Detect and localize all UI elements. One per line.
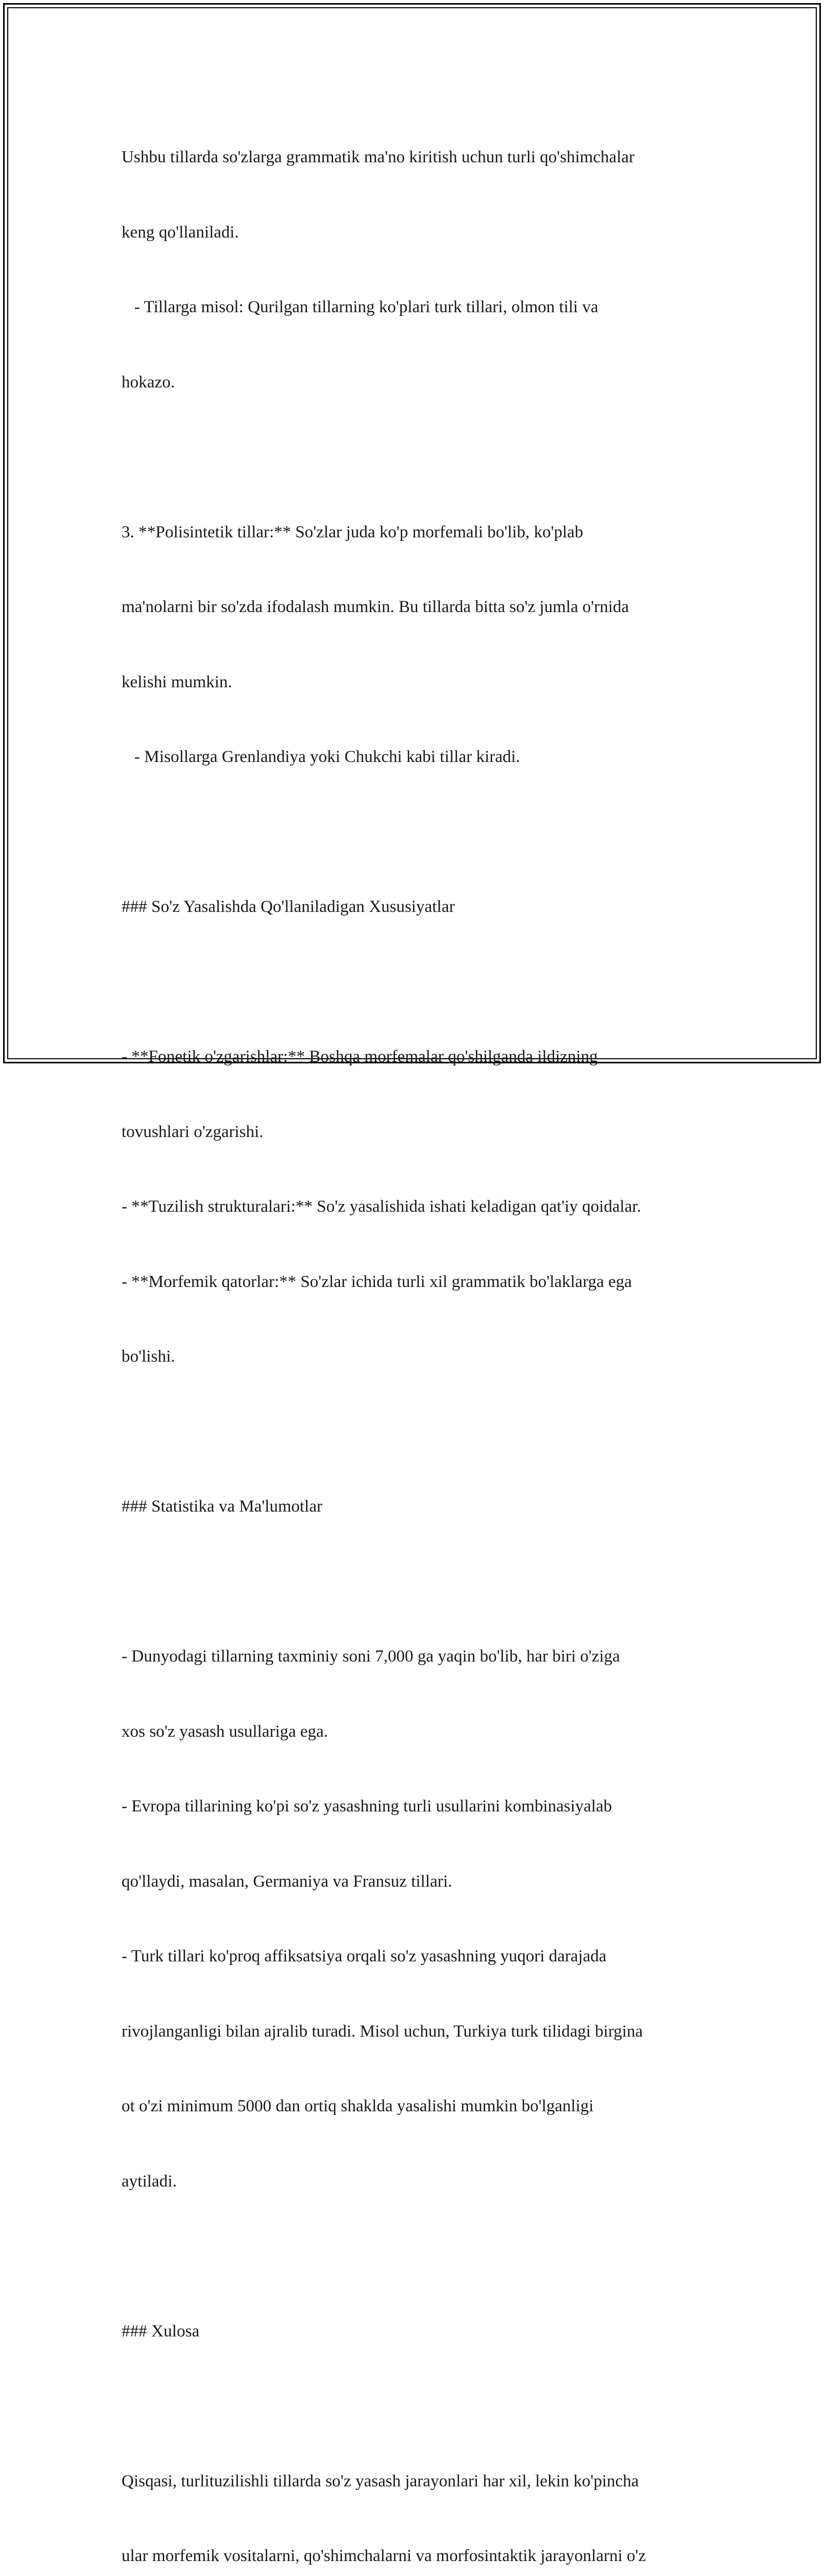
text-line: xos so'z yasash usullariga ega. — [122, 1722, 328, 1741]
list-item-text: - Evropa tillarining ko'pi so'z yasashning turli usullarini kombinasiyalab — [122, 1797, 612, 1816]
blank-line — [122, 2244, 709, 2269]
text-line: aytiladi. — [122, 2172, 177, 2191]
text-line: hokazo. — [122, 372, 175, 392]
numbered-item-text: 3. **Polisintetik tillar:** So'zlar juda ko'p morfemali bo'lib, ko'plab — [122, 522, 583, 541]
section-heading: ### So'z Yasalishda Qo'llaniladigan Xususiyatlar — [122, 897, 455, 916]
text-line: ular morfemik vositalarni, qo'shimchalarni va morfosintaktik jarayonlarni o'z — [122, 2547, 646, 2565]
list-item-text: - Misollarga Grenlandiya yoki Chukchi kabi tillar kiradi. — [122, 748, 520, 766]
list-item-text: - **Fonetik o'zgarishlar:** Boshqa morfemalar qo'shilganda ildizning — [122, 1047, 598, 1066]
text-line: ma'nolarni bir so'zda ifodalash mumkin. Bu tillarda bitta so'z jumla o'rnida — [122, 598, 629, 616]
text-line: rivojlanganligi bilan ajralib turadi. Misol uchun, Turkiya turk tilidagi birgina — [122, 2022, 643, 2041]
list-item-text: - Dunyodagi tillarning taxminiy soni 7,000 ga yaqin bo'lib, har biri o'ziga — [122, 1647, 620, 1666]
blank-line — [122, 970, 709, 995]
text-line: tovushlari o'zgarishi. — [122, 1122, 264, 1141]
list-item-text: - Tillarga misol: Qurilgan tillarning ko'plari turk tillari, olmon tili va — [122, 298, 598, 316]
blank-line — [122, 1419, 709, 1445]
text-line: Qisqasi, turlituzilishli tillarda so'z yasash jarayonlari har xil, lekin ko'pincha — [122, 2471, 639, 2490]
list-item-text: - **Tuzilish strukturalari:** So'z yasalishida ishati keladigan qat'iy qoidalar. — [122, 1197, 641, 1216]
text-line: bo'lishi. — [122, 1347, 176, 1366]
text-line: qo'llaydi, masalan, Germaniya va Fransuz tillari. — [122, 1872, 452, 1891]
blank-line — [122, 2394, 709, 2419]
list-item-text: - **Morfemik qatorlar:** So'zlar ichida turli xil grammatik bo'laklarga ega — [122, 1272, 632, 1291]
blank-line — [122, 820, 709, 845]
blank-line — [122, 1569, 709, 1595]
document-text — [122, 95, 709, 2576]
text-line: kelishi mumkin. — [122, 672, 232, 691]
blank-line — [122, 445, 709, 470]
section-heading: ### Statistika va Ma'lumotlar — [122, 1497, 322, 1516]
text-line: ot o'zi minimum 5000 dan ortiq shaklda yasalishi mumkin bo'lganligi — [122, 2097, 594, 2115]
list-item-text: - Turk tillari ko'proq affiksatsiya orqali so'z yasashning yuqori darajada — [122, 1947, 607, 1965]
text-line: Ushbu tillarda so'zlarga grammatik ma'no kiritish uchun turli qo'shimchalar — [122, 148, 635, 166]
text-line: keng qo'llaniladi. — [122, 223, 239, 242]
section-heading: ### Xulosa — [122, 2321, 200, 2341]
